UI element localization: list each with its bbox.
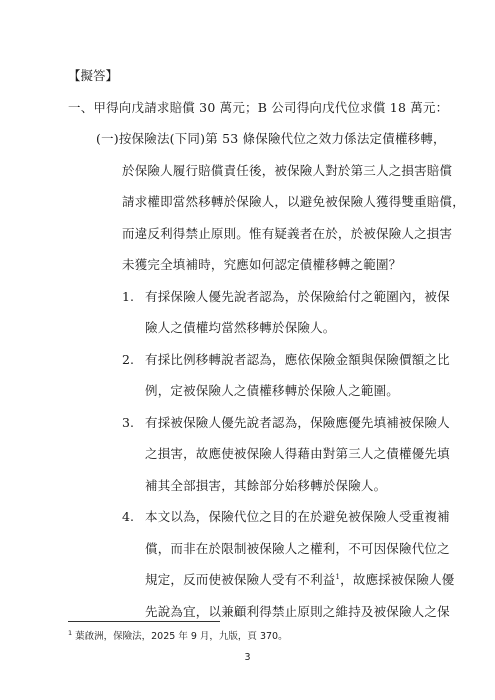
paragraph-line: 未獲完全填補時，究應如何認定債權移轉之範圍？ [122,257,402,272]
list-number: 1. [122,289,134,304]
list-item-line: 險人之債權均當然移轉於保險人。 [145,320,336,335]
list-item-line: 本文以為，保險代位之目的在於避免被保險人受重複補 [145,509,450,524]
page-number: 3 [244,652,251,663]
footnote-reference[interactable]: 1 [335,572,341,581]
list-number: 4. [122,509,134,524]
list-item-line: 有採被保險人優先說者認為，保險應優先填補被保險人 [145,415,450,430]
list-item-line: 補其全部損害，其餘部分始移轉於保險人。 [145,478,387,493]
list-item-line: 先說為宜，以兼顧利得禁止原則之維持及被保險人之保 [145,604,450,619]
footnote-text: 葉啟洲，保險法，2025 年 9 月，九版，頁 370。 [75,631,288,642]
list-item-line: 償，而非在於限制被保險人之權利，不可因保險代位之 [145,541,450,556]
list-item-line: 有採保險人優先說者認為，於保險給付之範圍內，被保 [145,289,450,304]
answer-heading: 【擬答】 [68,68,119,83]
list-number: 2. [122,352,134,367]
list-item-text: ，故應採被保險人優 [340,572,455,587]
paragraph-line: 於保險人履行賠償責任後，被保險人對於第三人之損害賠償 [122,163,453,178]
section-one-heading: 一、甲得向戊請求賠償 30 萬元；B 公司得向戊代位求償 18 萬元： [68,100,449,115]
paragraph-line: (一)按保險法(下同)第 53 條保險代位之效力係法定債權移轉， [96,131,446,146]
list-item-text: 規定，反而使被保險人受有不利益 [145,572,336,587]
list-number: 3. [122,415,134,430]
footnote [68,628,288,642]
list-item-line: 之損害，故應使被保險人得藉由對第三人之債權優先填 [145,446,450,461]
footnote-mark: 1 [68,628,73,637]
list-item-line: 例，定被保險人之債權移轉於保險人之範圍。 [145,383,400,398]
footnote-divider [68,621,220,622]
paragraph-line: 請求權即當然移轉於保險人，以避免被保險人獲得雙重賠償， [122,194,465,209]
list-item-line: 有採比例移轉說者認為，應依保險金額與保險價額之比 [145,352,450,367]
list-item-line [145,572,454,588]
paragraph-line: 而違反利得禁止原則。惟有疑義者在於，於被保險人之損害 [122,226,453,241]
